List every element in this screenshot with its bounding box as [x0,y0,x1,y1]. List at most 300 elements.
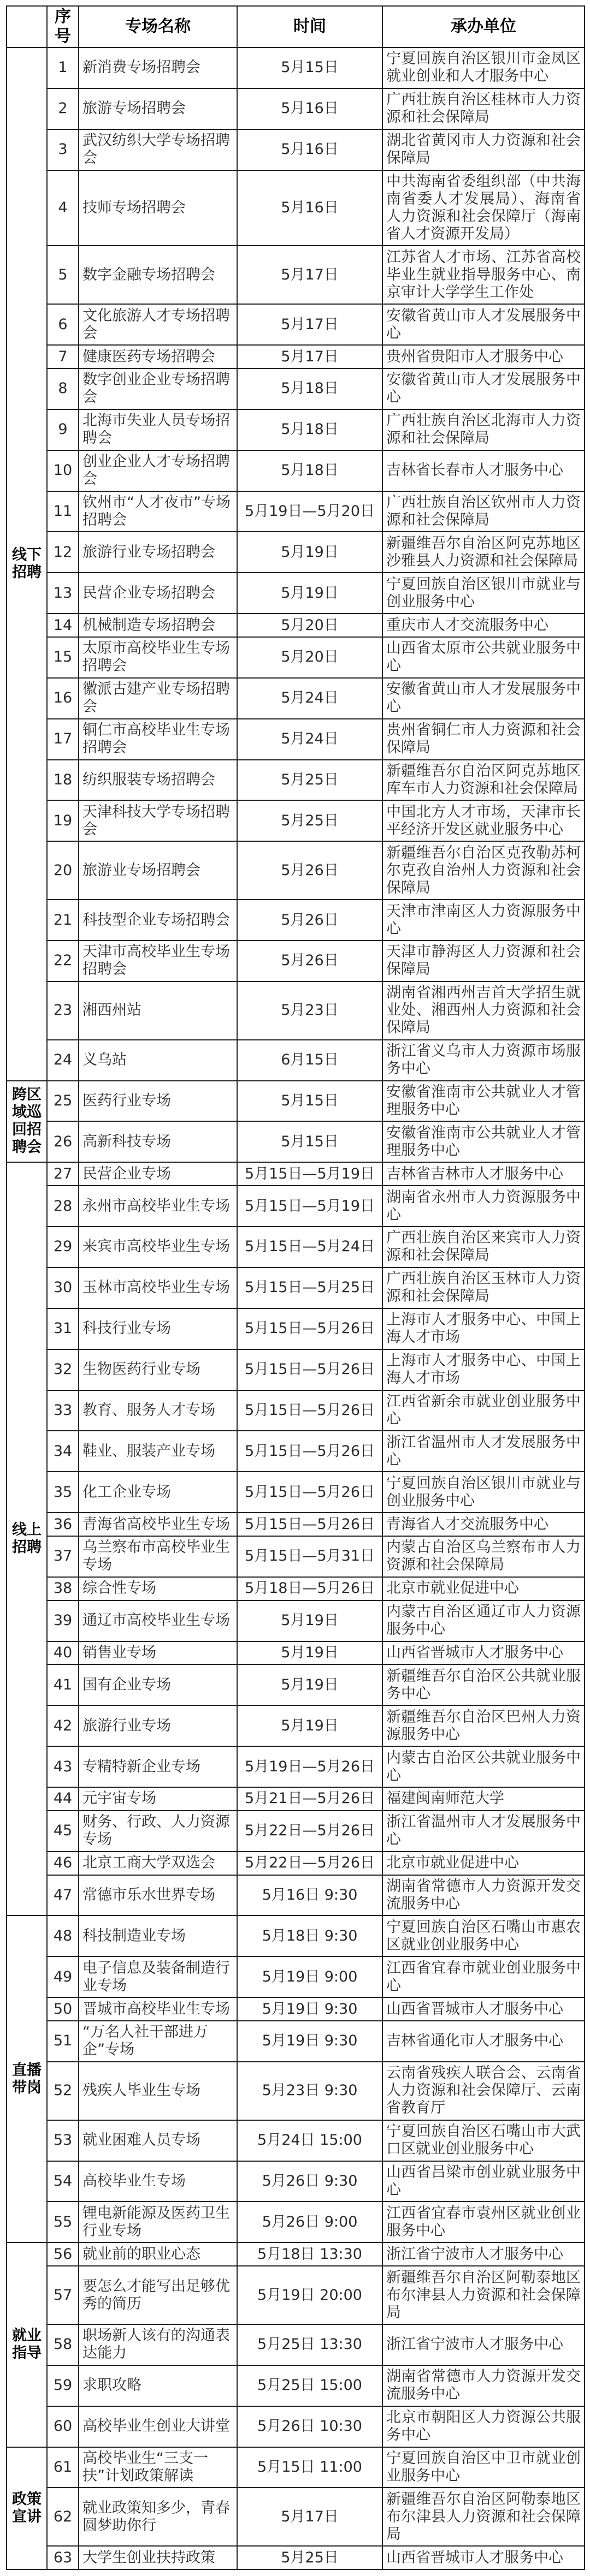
time-cell: 5月15日—5月26日 [237,1472,382,1513]
table-row [7,1664,585,1705]
session-name-cell: 科技行业专场 [79,1308,237,1349]
time-cell: 5月18日 [237,450,382,491]
seq-cell: 42 [47,1705,79,1746]
seq-cell: 46 [47,1852,79,1875]
seq-cell: 51 [47,2021,79,2062]
organizer-cell: 上海市人才服务中心、中国上海人才市场 [382,1349,585,1390]
session-name-cell: 电子信息及装备制造行业专场 [79,1956,237,1997]
table-row [7,841,585,900]
session-name-cell: 铜仁市高校毕业生专场招聘会 [79,719,237,760]
organizer-cell: 吉林省吉林市人才服务中心 [382,1162,585,1186]
session-name-cell: 通辽市高校毕业生专场 [79,1601,237,1641]
seq-cell: 4 [47,170,79,246]
seq-cell: 52 [47,2062,79,2120]
session-name-cell: 永州市高校毕业生专场 [79,1186,237,1227]
session-name-cell: 教育、服务人才专场 [79,1390,237,1431]
table-row [7,1641,585,1665]
table-row [7,1390,585,1431]
session-name-cell: 化工企业专场 [79,1472,237,1513]
table-row [7,800,585,841]
organizer-cell: 北京市朝阳区人力资源公共服务中心 [382,2406,585,2447]
table-row [7,2266,585,2324]
session-name-cell: 民营企业专场 [79,1162,237,1186]
seq-cell: 18 [47,760,79,801]
session-name-cell: 销售业专场 [79,1641,237,1665]
table-row [7,2365,585,2406]
session-name-cell: 高新科技专场 [79,1121,237,1162]
time-cell: 5月15日—5月26日 [237,1390,382,1431]
organizer-cell: 宁夏回族自治区银川市金凤区就业创业和人才服务中心 [382,47,585,88]
seq-cell: 8 [47,368,79,409]
organizer-cell: 福建闽南师范大学 [382,1787,585,1811]
session-name-cell: 就业困难人员专场 [79,2120,237,2161]
session-name-cell: 常德市乐水世界专场 [79,1875,237,1916]
seq-cell: 13 [47,573,79,614]
time-cell: 5月16日 [237,129,382,170]
time-cell: 5月15日 [237,1081,382,1122]
time-cell: 5月15日—5月24日 [237,1227,382,1268]
time-cell: 5月19日 [237,1601,382,1641]
session-name-cell: 徽派古建产业专场招聘会 [79,678,237,719]
table-row [7,1787,585,1811]
table-row [7,1997,585,2021]
organizer-cell: 山西省晋城市人才服务中心 [382,1641,585,1665]
time-cell: 5月19日 20:00 [237,2266,382,2324]
session-name-cell: 残疾人毕业生专场 [79,2062,237,2120]
table-row [7,981,585,1040]
table-row [7,304,585,345]
organizer-cell: 安徽省黄山市人才发展服务中心 [382,304,585,345]
time-cell: 5月15日—5月25日 [237,1268,382,1308]
seq-cell: 44 [47,1787,79,1811]
table-row [7,1956,585,1997]
organizer-cell: 吉林省长春市人才服务中心 [382,450,585,491]
table-row [7,1472,585,1513]
time-cell: 5月19日 9:00 [237,1956,382,1997]
organizer-cell: 江西省新余市就业创业服务中心 [382,1390,585,1431]
seq-cell: 37 [47,1536,79,1577]
time-cell: 5月26日 [237,900,382,941]
table-row [7,88,585,129]
table-row [7,2202,585,2242]
organizer-cell: 上海市人才服务中心、中国上海人才市场 [382,1308,585,1349]
time-cell: 5月24日 15:00 [237,2120,382,2161]
time-cell: 5月26日 9:00 [237,2202,382,2242]
category-cell: 政策宣讲 [7,2447,47,2570]
session-name-cell: 就业前的职业心态 [79,2242,237,2266]
session-name-cell: 国有企业专场 [79,1664,237,1705]
category-cell: 直播带岗 [7,1915,47,2242]
time-cell: 5月18日 [237,368,382,409]
organizer-cell: 青海省人才交流服务中心 [382,1513,585,1536]
time-cell: 5月18日 [237,409,382,450]
time-cell: 5月19日—5月20日 [237,491,382,532]
seq-cell: 32 [47,1349,79,1390]
table-row [7,2161,585,2202]
seq-cell: 14 [47,614,79,637]
time-cell: 5月19日 9:30 [237,1997,382,2021]
session-name-cell: 机械制造专场招聘会 [79,614,237,637]
time-cell: 5月19日—5月26日 [237,1746,382,1787]
session-name-cell: 北京工商大学双选会 [79,1852,237,1875]
table-row [7,1040,585,1081]
session-name-cell: 文化旅游人才专场招聘会 [79,304,237,345]
seq-cell: 3 [47,129,79,170]
organizer-cell: 湖南省常德市人力资源开发交流服务中心 [382,2365,585,2406]
time-cell: 5月22日—5月26日 [237,1811,382,1852]
table-row [7,1121,585,1162]
session-name-cell: 太原市高校毕业生专场招聘会 [79,637,237,678]
table-row [7,1875,585,1916]
time-cell: 5月18日—5月26日 [237,1577,382,1601]
session-name-cell: 技师专场招聘会 [79,170,237,246]
table-row [7,1349,585,1390]
organizer-cell: 浙江省宁波市人才服务中心 [382,2242,585,2266]
time-cell: 5月25日 13:30 [237,2324,382,2365]
time-cell: 5月19日 [237,1705,382,1746]
session-name-cell: 湘西州站 [79,981,237,1040]
time-cell: 5月24日 [237,678,382,719]
time-cell: 5月19日 [237,532,382,573]
organizer-cell: 广西壮族自治区玉林市人力资源和社会保障局 [382,1268,585,1308]
session-name-cell: 乌兰察布市高校毕业生专场 [79,1536,237,1577]
organizer-cell: 湖南省永州市人力资源服务中心 [382,1186,585,1227]
session-name-cell: 天津科技大学专场招聘会 [79,800,237,841]
session-name-cell: 义乌站 [79,1040,237,1081]
header-name: 专场名称 [79,6,237,47]
seq-cell: 47 [47,1875,79,1916]
session-name-cell: 元宇宙专场 [79,1787,237,1811]
seq-cell: 17 [47,719,79,760]
organizer-cell: 湖南省常德市人力资源开发交流服务中心 [382,1875,585,1916]
organizer-cell: 安徽省黄山市人才发展服务中心 [382,368,585,409]
seq-cell: 6 [47,304,79,345]
organizer-cell: 宁夏回族自治区银川市就业与创业服务中心 [382,573,585,614]
seq-cell: 22 [47,941,79,981]
organizer-cell: 浙江省义乌市人力资源市场服务中心 [382,1040,585,1081]
organizer-cell: 中国北方人才市场，天津市长平经济开发区就业服务中心 [382,800,585,841]
table-row [7,573,585,614]
seq-cell: 60 [47,2406,79,2447]
seq-cell: 12 [47,532,79,573]
seq-cell: 27 [47,1162,79,1186]
table-row [7,491,585,532]
time-cell: 5月25日 15:00 [237,2365,382,2406]
organizer-cell: 北京市就业促进中心 [382,1577,585,1601]
seq-cell: 1 [47,47,79,88]
session-name-cell: 纺织服装专场招聘会 [79,760,237,801]
table-row [7,2021,585,2062]
time-cell: 5月25日 [237,2546,382,2569]
session-name-cell: 科技制造业专场 [79,1915,237,1956]
seq-cell: 62 [47,2488,79,2546]
seq-cell: 41 [47,1664,79,1705]
table-row [7,1513,585,1536]
header-time: 时间 [237,6,382,47]
organizer-cell: 新疆维吾尔自治区公共就业服务中心 [382,1664,585,1705]
session-name-cell: 新消费专场招聘会 [79,47,237,88]
session-name-cell: 北海市失业人员专场招聘会 [79,409,237,450]
seq-cell: 19 [47,800,79,841]
table-row [7,2447,585,2488]
organizer-cell: 山西省晋城市人才服务中心 [382,1997,585,2021]
organizer-cell: 云南省残疾人联合会、云南省人力资源和社会保障厅、云南省教育厅 [382,2062,585,2120]
time-cell: 5月18日 13:30 [237,2242,382,2266]
time-cell: 5月23日 [237,981,382,1040]
time-cell: 6月15日 [237,1040,382,1081]
session-name-cell: 高校毕业生“三支一扶”计划政策解读 [79,2447,237,2488]
table-row [7,1705,585,1746]
seq-cell: 49 [47,1956,79,1997]
time-cell: 5月25日 [237,800,382,841]
session-name-cell: 健康医药专场招聘会 [79,345,237,368]
schedule-table [6,5,585,2570]
session-name-cell: 科技型企业专场招聘会 [79,900,237,941]
session-name-cell: 要怎么才能写出足够优秀的简历 [79,2266,237,2324]
organizer-cell: 新疆维吾尔自治区克孜勒苏柯尔克孜自治州人力资源和社会保障局 [382,841,585,900]
organizer-cell: 宁夏回族自治区石嘴山市大武口区就业创业服务中心 [382,2120,585,2161]
time-cell: 5月19日 9:30 [237,2021,382,2062]
session-name-cell: 数字金融专场招聘会 [79,246,237,304]
seq-cell: 16 [47,678,79,719]
organizer-cell: 浙江省温州市人才发展服务中心 [382,1431,585,1472]
organizer-cell: 安徽省淮南市公共就业人才管理服务中心 [382,1081,585,1122]
time-cell: 5月22日—5月26日 [237,1852,382,1875]
seq-cell: 23 [47,981,79,1040]
session-name-cell: “万名人社干部进万企”专场 [79,2021,237,2062]
organizer-cell: 贵州省铜仁市人力资源和社会保障局 [382,719,585,760]
session-name-cell: 民营企业专场招聘会 [79,573,237,614]
organizer-cell: 天津市津南区人力资源服务中心 [382,900,585,941]
time-cell: 5月20日 [237,637,382,678]
organizer-cell: 宁夏回族自治区石嘴山市惠农区就业创业服务中心 [382,1915,585,1956]
time-cell: 5月25日 [237,760,382,801]
organizer-cell: 中共海南省委组织部（中共海南省委人才发展局）、海南省人力资源和社会保障厅（海南省人才资源开发局） [382,170,585,246]
organizer-cell: 广西壮族自治区钦州市人力资源和社会保障局 [382,491,585,532]
time-cell: 5月15日 11:00 [237,2447,382,2488]
time-cell: 5月15日—5月26日 [237,1349,382,1390]
table-body [7,47,585,2569]
table-row [7,409,585,450]
time-cell: 5月16日 9:30 [237,1875,382,1916]
seq-cell: 43 [47,1746,79,1787]
organizer-cell: 广西壮族自治区来宾市人力资源和社会保障局 [382,1227,585,1268]
time-cell: 5月15日 [237,1121,382,1162]
organizer-cell: 浙江省宁波市人才服务中心 [382,2324,585,2365]
session-name-cell: 钦州市“人才夜市”专场招聘会 [79,491,237,532]
table-row [7,2062,585,2120]
table-row [7,368,585,409]
seq-cell: 48 [47,1915,79,1956]
session-name-cell: 职场新人该有的沟通表达能力 [79,2324,237,2365]
seq-cell: 24 [47,1040,79,1081]
organizer-cell: 内蒙古自治区通辽市人力资源服务中心 [382,1601,585,1641]
category-cell: 线下招聘 [7,47,47,1081]
session-name-cell: 数字创业企业专场招聘会 [79,368,237,409]
seq-cell: 57 [47,2266,79,2324]
session-name-cell: 财务、行政、人力资源专场 [79,1811,237,1852]
organizer-cell: 北京市就业促进中心 [382,1852,585,1875]
seq-cell: 38 [47,1577,79,1601]
seq-cell: 35 [47,1472,79,1513]
time-cell: 5月15日—5月26日 [237,1308,382,1349]
table-row [7,1811,585,1852]
time-cell: 5月26日 [237,941,382,981]
session-name-cell: 高校毕业生专场 [79,2161,237,2202]
organizer-cell: 山西省吕梁市创业就业服务中心 [382,2161,585,2202]
table-row [7,2324,585,2365]
table-row [7,2120,585,2161]
time-cell: 5月23日 9:30 [237,2062,382,2120]
organizer-cell: 宁夏回族自治区银川市就业与创业服务中心 [382,1472,585,1513]
organizer-cell: 内蒙古自治区公共就业服务中心 [382,1746,585,1787]
time-cell: 5月26日 9:30 [237,2161,382,2202]
organizer-cell: 贵州省贵阳市人才服务中心 [382,345,585,368]
table-row [7,1268,585,1308]
session-name-cell: 创业企业人才专场招聘会 [79,450,237,491]
table-row [7,170,585,246]
seq-cell: 45 [47,1811,79,1852]
table-row [7,1162,585,1186]
seq-cell: 54 [47,2161,79,2202]
seq-cell: 2 [47,88,79,129]
organizer-cell: 江苏省人才市场、江苏省高校毕业生就业指导服务中心、南京审计大学学生工作处 [382,246,585,304]
session-name-cell: 天津市高校毕业生专场招聘会 [79,941,237,981]
table-row [7,1746,585,1787]
seq-cell: 25 [47,1081,79,1122]
organizer-cell: 安徽省黄山市人才发展服务中心 [382,678,585,719]
time-cell: 5月19日 [237,1641,382,1665]
session-name-cell: 来宾市高校毕业生专场 [79,1227,237,1268]
time-cell: 5月19日 [237,573,382,614]
seq-cell: 56 [47,2242,79,2266]
table-row [7,450,585,491]
seq-cell: 63 [47,2546,79,2569]
session-name-cell: 就业政策知多少，青春圆梦助你行 [79,2488,237,2546]
seq-cell: 7 [47,345,79,368]
organizer-cell: 江西省宜春市就业创业服务中心 [382,1956,585,1997]
seq-cell: 61 [47,2447,79,2488]
table-row [7,1227,585,1268]
seq-cell: 58 [47,2324,79,2365]
organizer-cell: 新疆维吾尔自治区阿勒泰地区布尔津县人力资源和社会保障局 [382,2488,585,2546]
seq-cell: 5 [47,246,79,304]
time-cell: 5月15日—5月19日 [237,1186,382,1227]
table-row [7,1577,585,1601]
time-cell: 5月20日 [237,614,382,637]
organizer-cell: 天津市静海区人力资源和社会保障局 [382,941,585,981]
organizer-cell: 湖北省黄冈市人力资源和社会保障局 [382,129,585,170]
table-row [7,900,585,941]
session-name-cell: 青海省高校毕业生专场 [79,1513,237,1536]
table-row [7,637,585,678]
header-category [7,6,47,47]
table-row [7,345,585,368]
organizer-cell: 吉林省通化市人才服务中心 [382,2021,585,2062]
organizer-cell: 新疆维吾尔自治区阿克苏地区库车市人力资源和社会保障局 [382,760,585,801]
table-row [7,2546,585,2569]
table-row [7,1186,585,1227]
table-row [7,1308,585,1349]
session-name-cell: 求职攻略 [79,2365,237,2406]
seq-cell: 21 [47,900,79,941]
organizer-cell: 湖南省湘西州吉首大学招生就业处、湘西州人力资源和社会保障局 [382,981,585,1040]
category-cell: 跨区域巡回招聘会 [7,1081,47,1163]
table-row [7,2242,585,2266]
table-row [7,2488,585,2546]
seq-cell: 11 [47,491,79,532]
time-cell: 5月16日 [237,88,382,129]
time-cell: 5月19日 [237,1664,382,1705]
session-name-cell: 玉林市高校毕业生专场 [79,1268,237,1308]
seq-cell: 20 [47,841,79,900]
seq-cell: 30 [47,1268,79,1308]
seq-cell: 36 [47,1513,79,1536]
organizer-cell: 新疆维吾尔自治区巴州人力资源服务中心 [382,1705,585,1746]
organizer-cell: 重庆市人才交流服务中心 [382,614,585,637]
seq-cell: 39 [47,1601,79,1641]
seq-cell: 53 [47,2120,79,2161]
table-row [7,1601,585,1641]
session-name-cell: 晋城市高校毕业生专场 [79,1997,237,2021]
organizer-cell: 广西壮族自治区桂林市人力资源和社会保障局 [382,88,585,129]
table-row [7,719,585,760]
category-cell: 线上招聘 [7,1162,47,1915]
time-cell: 5月24日 [237,719,382,760]
time-cell: 5月17日 [237,304,382,345]
time-cell: 5月21日—5月26日 [237,1787,382,1811]
header-seq: 序号 [47,6,79,47]
seq-cell: 26 [47,1121,79,1162]
session-name-cell: 高校毕业生创业大讲堂 [79,2406,237,2447]
seq-cell: 9 [47,409,79,450]
session-name-cell: 旅游业专场招聘会 [79,841,237,900]
time-cell: 5月15日—5月19日 [237,1162,382,1186]
time-cell: 5月17日 [237,246,382,304]
session-name-cell: 旅游行业专场招聘会 [79,532,237,573]
organizer-cell: 新疆维吾尔自治区阿勒泰地区布尔津县人力资源和社会保障局 [382,2266,585,2324]
seq-cell: 34 [47,1431,79,1472]
table-row [7,246,585,304]
table-header-row [7,6,585,47]
seq-cell: 29 [47,1227,79,1268]
table-row [7,1852,585,1875]
time-cell: 5月18日 9:30 [237,1915,382,1956]
table-row [7,1915,585,1956]
session-name-cell: 综合性专场 [79,1577,237,1601]
table-row [7,1081,585,1122]
time-cell: 5月26日 10:30 [237,2406,382,2447]
seq-cell: 50 [47,1997,79,2021]
organizer-cell: 宁夏回族自治区中卫市就业创业服务中心 [382,2447,585,2488]
time-cell: 5月15日—5月26日 [237,1513,382,1536]
session-name-cell: 生物医药行业专场 [79,1349,237,1390]
seq-cell: 28 [47,1186,79,1227]
organizer-cell: 山西省晋城市人才服务中心 [382,2546,585,2569]
session-name-cell: 鞋业、服装产业专场 [79,1431,237,1472]
organizer-cell: 山西省太原市公共就业服务中心 [382,637,585,678]
session-name-cell: 大学生创业扶持政策 [79,2546,237,2569]
time-cell: 5月26日 [237,841,382,900]
table-row [7,614,585,637]
time-cell: 5月15日—5月31日 [237,1536,382,1577]
table-row [7,2406,585,2447]
seq-cell: 33 [47,1390,79,1431]
table-row [7,1431,585,1472]
session-name-cell: 专精特新企业专场 [79,1746,237,1787]
organizer-cell: 新疆维吾尔自治区阿克苏地区沙雅县人力资源和社会保障局 [382,532,585,573]
table-row [7,678,585,719]
